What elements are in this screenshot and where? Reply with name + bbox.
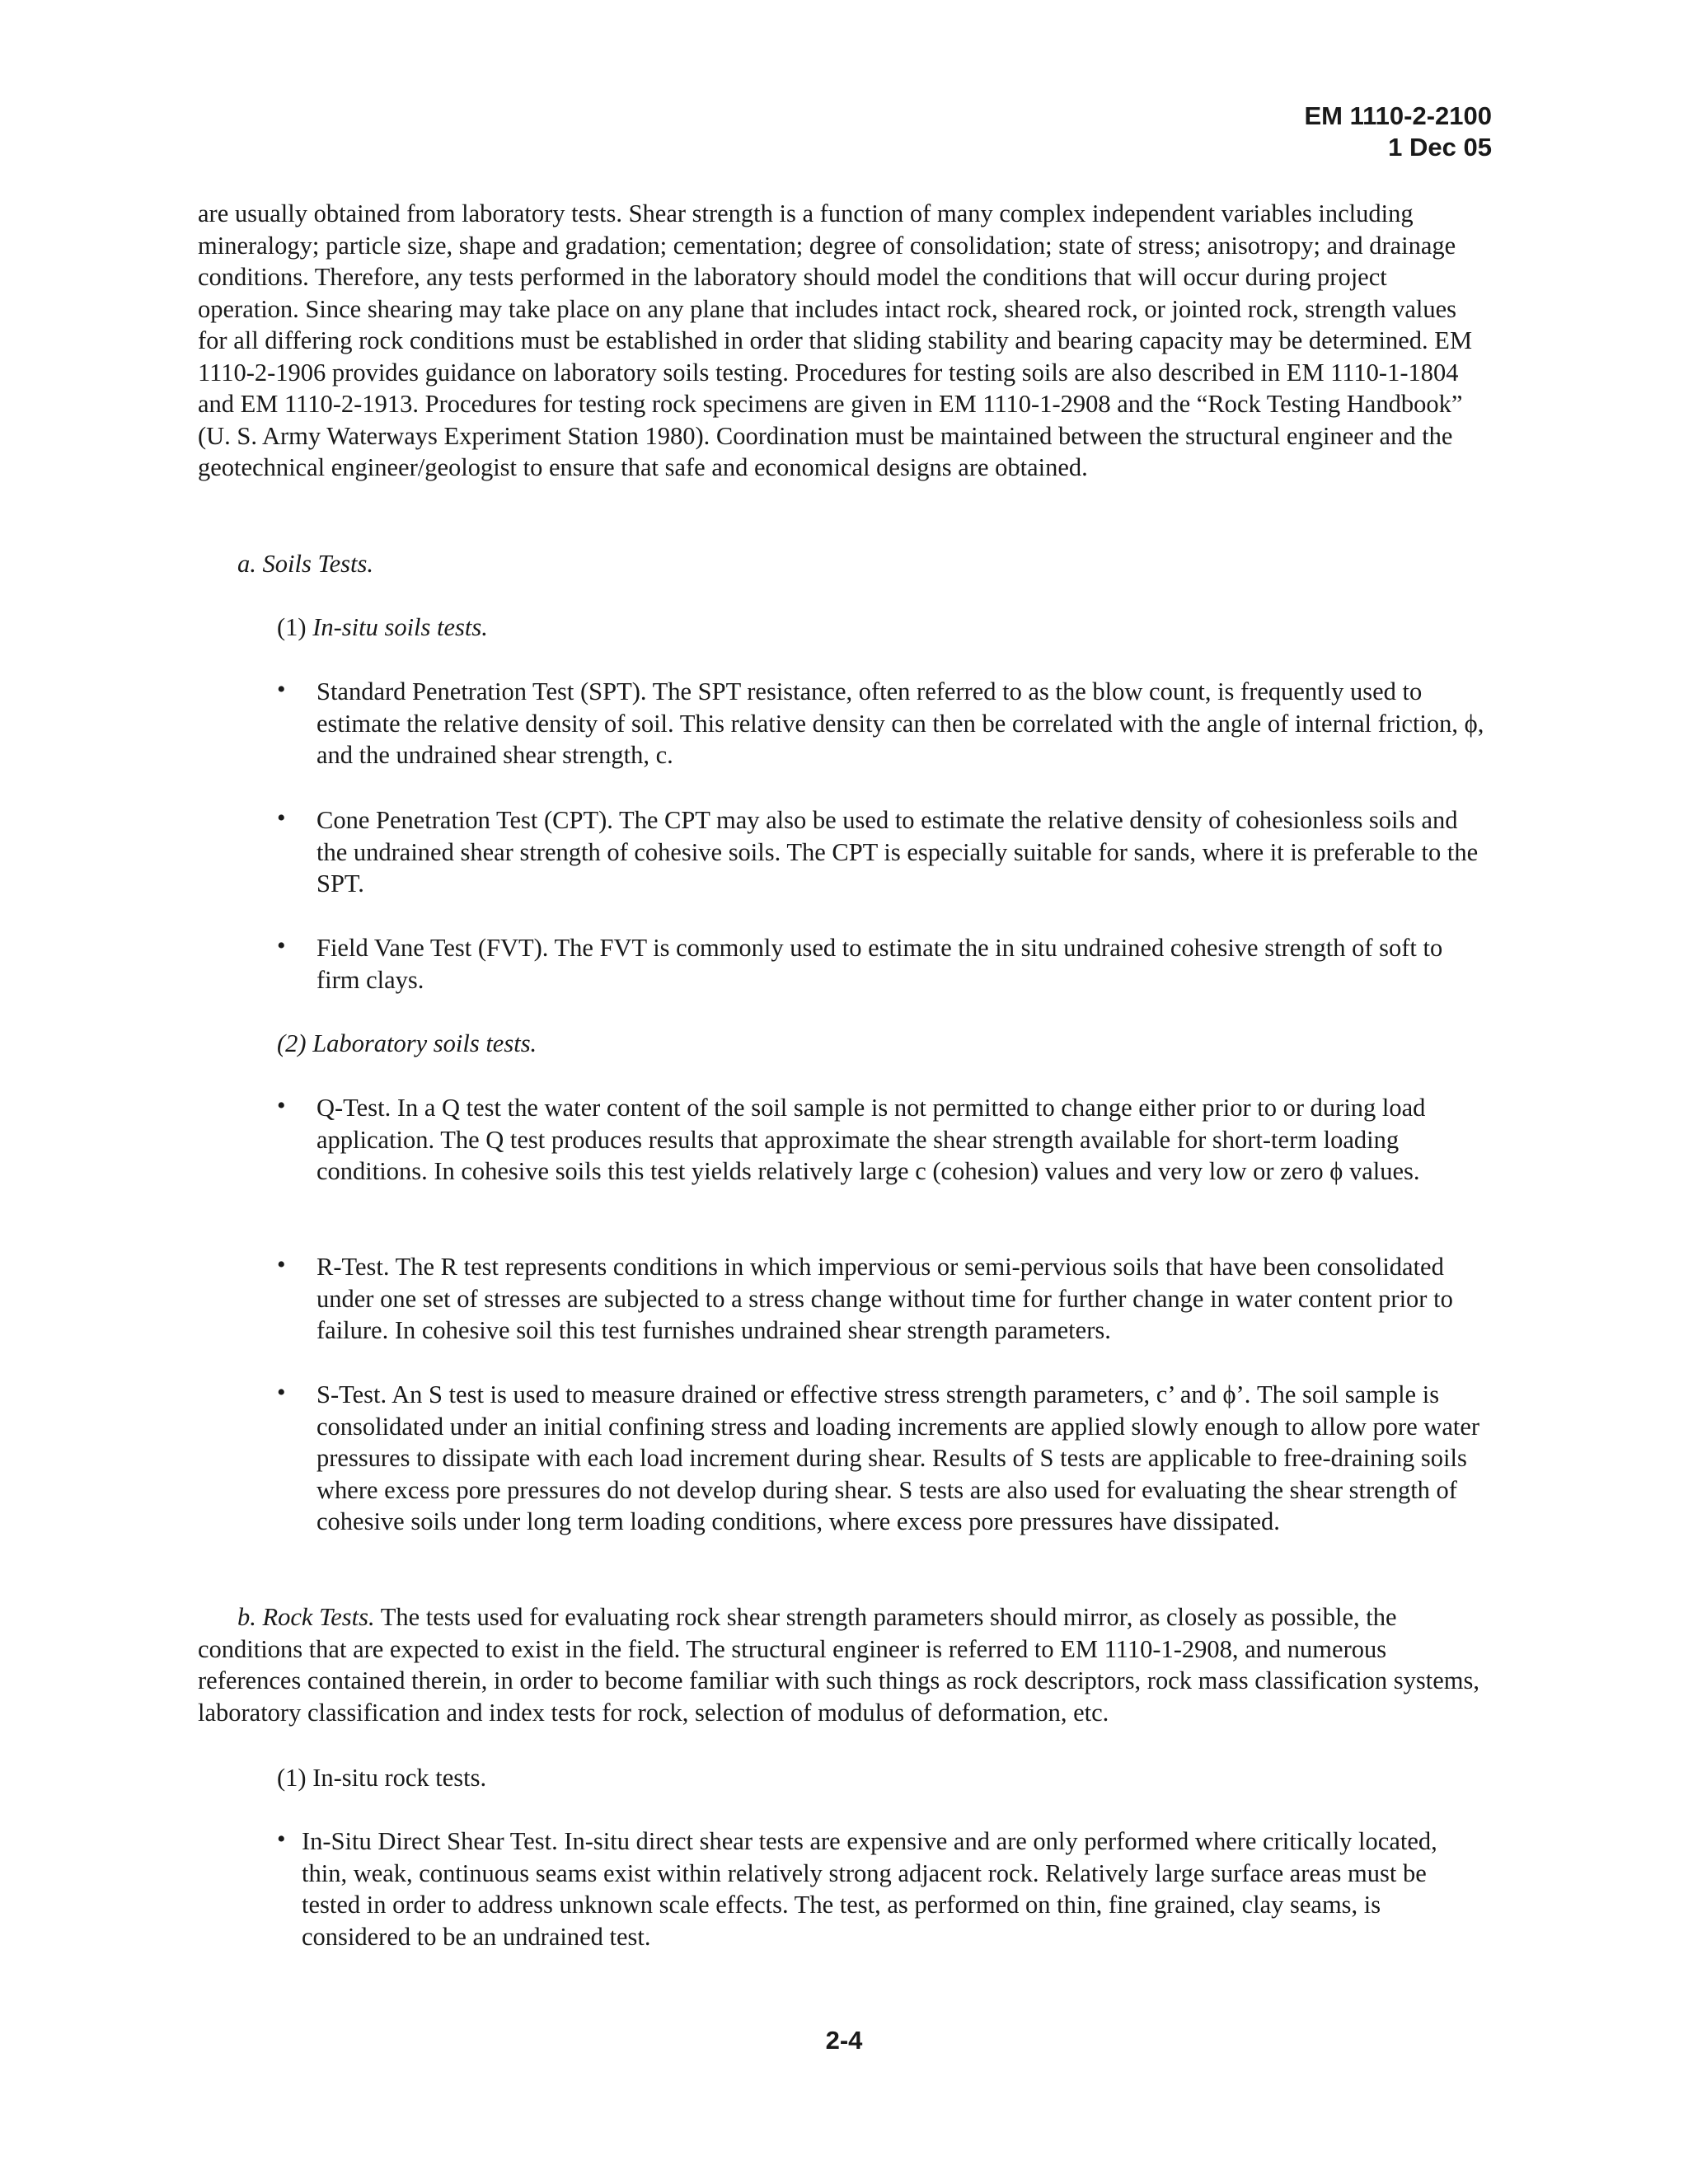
bullet-dot: • <box>277 1379 286 1406</box>
list-item: S-Test. An S test is used to measure drained or effective stress strength parameters, c’ and ϕ’. The soil sample is consolidated under an initial confining stress and loading increments are applied slowly enough to allow pore water pressures to dissipate with each load increment during shear. Results of S tests are applicable to free-draining soils where excess pore pressures do not develop during shear. S tests are also used for evaluating the shear strength of cohesive soils under long term loading conditions, where excess pore pressures have dissipated. <box>316 1380 1480 1535</box>
soils-tests-heading: a. Soils Tests. <box>237 550 373 578</box>
page-number: 2-4 <box>825 2026 863 2055</box>
bullet-dot: • <box>277 1251 286 1278</box>
document-date: 1 Dec 05 <box>1388 133 1492 162</box>
list-item: In-Situ Direct Shear Test. In-situ direct shear tests are expensive and are only performed where critically located, thin, weak, continuous seams exist within relatively strong adjacent rock. Relatively large surface areas must be tested in order to address unknown scale effects. The test, as performed on thin, fine grained, clay seams, is considered to be an undrained test. <box>302 1827 1437 1951</box>
list-item: Q-Test. In a Q test the water content of the soil sample is not permitted to change either prior to or during load application. The Q test produces results that approximate the shear strength available for short-term loading conditions. In cohesive soils this test yields relatively large c (cohesion) values and very low or zero ϕ values. <box>316 1094 1426 1185</box>
rock-tests-paragraph: b. Rock Tests. The tests used for evaluating rock shear strength parameters should mirror, as closely as possible, the conditions that are expected to exist in the field. The structural engineer is referred to EM 1110-1-2908, and numerous references contained therein, in order to become familiar with such things as rock descriptors, rock mass classification systems, laboratory classification and index tests for rock, selection of modulus of deformation, etc. <box>198 1603 1480 1727</box>
bullet-dot: • <box>277 804 286 832</box>
bullet-dot: • <box>277 1092 286 1119</box>
page-header <box>1304 101 1492 163</box>
insitu-rock-heading: (1) In-situ rock tests. <box>277 1764 487 1792</box>
list-item: Field Vane Test (FVT). The FVT is commonly used to estimate the in situ undrained cohesive strength of soft to firm clays. <box>316 934 1443 994</box>
bullet-dot: • <box>277 1825 286 1853</box>
bullet-dot: • <box>277 676 286 703</box>
list-item: Standard Penetration Test (SPT). The SPT resistance, often referred to as the blow count, is frequently used to estimate the relative density of soil. This relative density can then be correlated with the angle of internal friction, ϕ, and the undrained shear strength, c. <box>316 677 1484 769</box>
list-item: Cone Penetration Test (CPT). The CPT may also be used to estimate the relative density of cohesionless soils and the undrained shear strength of cohesive soils. The CPT is especially suitable for sands, where it is preferable to the SPT. <box>316 806 1479 898</box>
laboratory-soils-heading: (2) Laboratory soils tests. <box>277 1029 537 1057</box>
document-number: EM 1110-2-2100 <box>1304 101 1492 130</box>
insitu-soils-heading: (1) In-situ soils tests. <box>277 613 488 641</box>
list-item: R-Test. The R test represents conditions in which impervious or semi-pervious soils that have been consolidated under one set of stresses are subjected to a stress change without time for further change in water content prior to failure. In cohesive soil this test furnishes undrained shear strength parameters. <box>316 1253 1453 1344</box>
rock-tests-heading: b. Rock Tests. <box>237 1603 375 1631</box>
intro-paragraph: are usually obtained from laboratory tests. Shear strength is a function of many complex independent variables including mineralogy; particle size, shape and gradation; cementation; degree of consolidation; state of stress; anisotropy; and drainage conditions. Therefore, any tests performed in the laboratory should model the conditions that will occur during project operation. Since shearing may take place on any plane that includes intact rock, sheared rock, or jointed rock, strength values for all differing rock conditions must be established in order that sliding stability and bearing capacity may be determined. EM 1110-2-1906 provides guidance on laboratory soils testing. Procedures for testing soils are also described in EM 1110-1-1804 and EM 1110-2-1913. Procedures for testing rock specimens are given in EM 1110-1-2908 and the “Rock Testing Handbook” (U. S. Army Waterways Experiment Station 1980). Coordination must be maintained between the structural engineer and the geotechnical engineer/geologist to ensure that safe and economical designs are obtained. <box>198 199 1473 481</box>
bullet-dot: • <box>277 932 286 959</box>
